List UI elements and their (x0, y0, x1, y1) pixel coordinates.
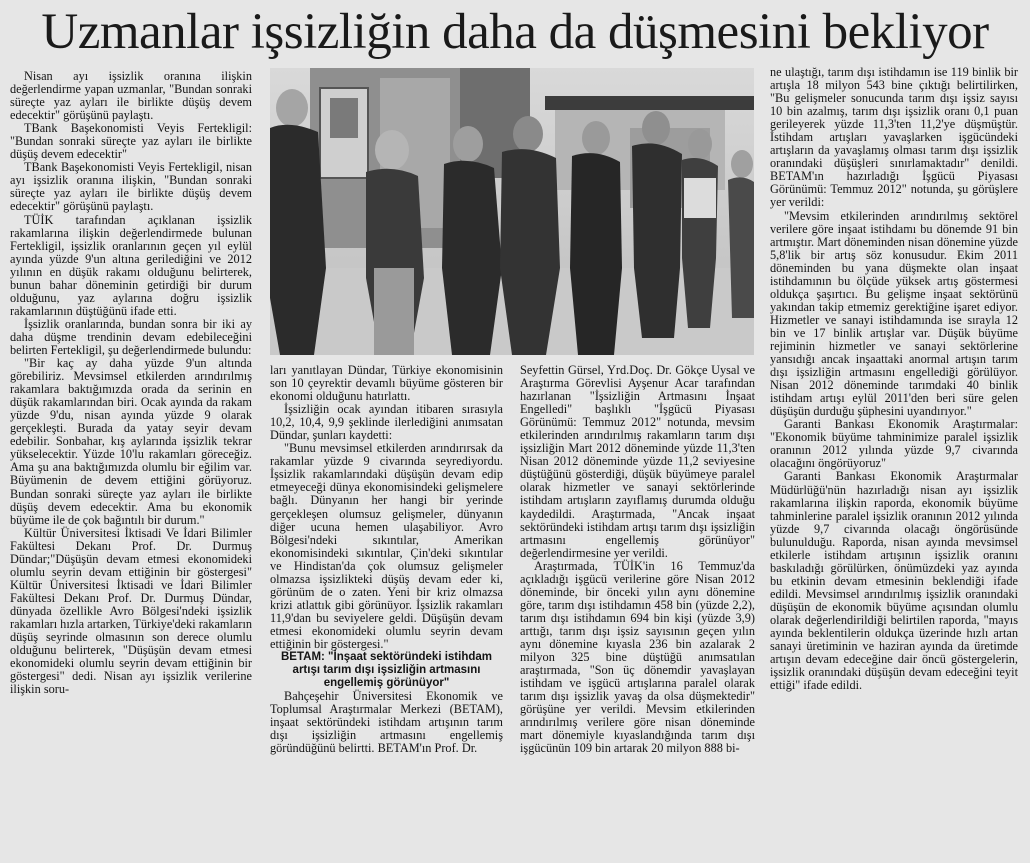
paragraph: İşsizliğin ocak ayından itibaren sırasıyla 10,2, 10,4, 9,9 şeklinde ilerlediğini anımsatan Dündar, şunları kaydetti: (270, 402, 503, 443)
paragraph: Kültür Üniversitesi İktisadi Ve İdari Bilimler Fakültesi Dekanı Prof. Dr. Durmuş Dündar;"Düşüşün devam etmesi ekonomideki olumlu seyrin devam ettiğinin bir göstergesi" Kültür Üniversitesi İktisadi ve İdari Bilimler Fakültesi Dekanı Prof. Dr. Durmuş Dündar, dünyada özellikle Avro Bölgesi'ndeki işsizlik rakamları hızla artarken, Türkiye'deki rakamların düşüş seyrinde olmasının son derece olumlu olduğunu belirterek, "Düşüşün devam etmesi ekonomideki olumlu seyrin devam ettiğinin bir göstergesi" dedi. Nisan ayı işsizlik verilerine ilişkin soru- (10, 525, 252, 697)
paragraph: TBank Başekonomisti Veyis Fertekligil, nisan ayı işsizlik oranına ilişkin, "Bundan sonraki süreçte yaz ayları ile birlikte düşüş devem edecektir" görüşünü paylaştı. (10, 160, 252, 214)
paragraph: Nisan ayı işsizlik oranına ilişkin değerlendirme yapan uzmanlar, "Bundan sonraki süreçte yaz ayları ile birlikte düşüş devem edecektir" görüşünü paylaştı. (10, 70, 252, 123)
paragraph: Seyfettin Gürsel, Yrd.Doç. Dr. Gökçe Uysal ve Araştırma Görevlisi Ayşenur Acar tarafından hazırlanan "İşsizliğin Artmasını İnşaat Engelledi" başlıklı "İşgücü Piyasası Görünümü: Temmuz 2012" notunda, mevsim etkilerinden arındırılmış rakamların tarım dışı işsizliğin Mart 2012 döneminde yüzde 11,3'ten Nisan 2012 döneminde yüzde 11,2 seviyesine düştüğünü gösterdiği, düşük büyümeye paralel olarak hizmetler ve sanayi sektörlerinde istihdam artışların zayıflamış durumda olduğu kaydedildi. Araştırmada, "Ancak inşaat sektöründeki istihdam artışı tarım dışı işsizliğin artmasını engellemiş görünüyor" değerlendirmesine yer verildi. (520, 364, 755, 560)
paragraph: Araştırmada, TÜİK'in 16 Temmuz'da açıkladığı işgücü verilerine göre Nisan 2012 döneminde, bir önceki yılın aynı dönemine göre, tarım dışı istihdamın 458 bin (yüzde 2,2), tarım dışı istihdamın 694 bin kişi (yüzde 3,9) arttığı, tarım dışı işsiz sayısının geçen yılın aynı dönemine kıyasla 236 bin azalarak 2 milyon 325 bine düştüğü anımsatılan araştırmada, "Son üç dönemdir yavaşlayan istihdam ve işgücü artışlarına paralel olarak tarım dışı işsizlik yavaş da olsa düşmektedir" görüşüne yer verildi. Mevsim etkilerinden arındırılmış verilere göre nisan döneminde mart dönemiyle kıyaslandığında tarım dışı işgücünün 109 bin artarak 20 milyon 888 bi- (520, 558, 755, 756)
paragraph: TBank Başekonomisti Veyis Fertekligil: "Bundan sonraki süreçte yaz ayları ile birlikte düşüş devem edecektir" (10, 121, 252, 162)
article-column-2 (270, 364, 503, 850)
paragraph: İşsizlik oranlarında, bundan sonra bir iki ay daha düşme trendinin devam edebileceğini belirten Fertekligil, şu değerlendirmede bulundu: (10, 316, 252, 357)
subheading: BETAM: "İnşaat sektöründeki istihdam artışı tarım dışı işsizliğin artmasını engellemiş görünüyor" (281, 651, 492, 690)
article-column-3 (520, 364, 755, 850)
headline: Uzmanlar işsizliğin daha da düşmesini bekliyor (41, 4, 989, 60)
paragraph: "Mevsim etkilerinden arındırılmış sektörel verilere göre inşaat istihdamı bu dönemde 91 bin artmıştır. Mart döneminden nisan dönemine yüzde 5,8'lik bir artış söz konusudur. Ekim 2011 döneminden bu yana düşmekte olan inşaat istihdamının bu ölçüde yüksek artış göstermesi oldukça şaşırtıcı. Bu gelişme inşaat sektörünü yakından takip etmemiz gerektiğine işaret ediyor. Hizmetler ve sanayi istihdamında ise sırayla 12 bin ve 17 binlik artışlar var. Düşük büyüme rejiminin hizmetler ve sanayi sektörlerine yansıdığı ancak inşaattaki anormal artışın tarım dışı işsizliğin artmasını engellediği görülüyor. Nisan 2012 döneminde tarımdaki 40 binlik istihdam artışı eylül 2011'den beri süre gelen düşüşün durduğu şüphesini uyandırıyor." (770, 208, 1018, 419)
paragraph: Garanti Bankası Ekonomik Araştırmalar Müdürlüğü'nün hazırladığı nisan ayı işsizlik rakamlarına ilişkin raporda, ekonomik büyüme tahminlerine paralel işsizlik oranının 2012 yılında yüzde 9,7 civarında olacağı öngörüsünde bulunulduğu. Raporda, nisan ayında mevsimsel etkilerle istihdam artışının işsizlik oranını baskıladığı görülürken, önümüzdeki yaz ayında bu etkinin devam etmesinin beklendiği ifade edildi. Mevsimsel arındırılmış işsizlik oranındaki düşüşün de ekonomik büyüme açısından olumlu olarak değerlendirildiği belirtilen raporda, "mayıs ayında beklentilerin oldukça üzerinde hızlı artan sanayi üretiminin ve haziran ayında da üretimde artışın devam edeceğine dair öncü göstergelerin, işsizlik oranındaki düşüşün devam edeceğini teyit ettiği" ifade edildi. (770, 469, 1018, 693)
paragraph: ne ulaştığı, tarım dışı istihdamın ise 119 binlik bir artışla 18 milyon 543 bine çıktığı belirtilirken, "Bu gelişmeler sonucunda tarım dışı işsiz sayısı 10 bin azalmış, tarım dışı işsizlik oranı 0,1 puan gerileyerek yüzde 11,3'ten 11,2'ye düşmüştür. İstihdam artışları yavaşlarken işgücündeki artışların da yavaşlamış olması tarım dışı işsizlik oranındaki düşüşleri sınırlamaktadır" denildi. BETAM'ın hazırladığı İşgücü Piyasası Görünümü: Temmuz 2012" notunda, şu görüşlere yer verildi: (770, 66, 1018, 210)
article-column-1 (10, 70, 252, 850)
paragraph: "Bunu mevsimsel etkilerden arındırırsak da rakamlar yüzde 9 civarında seyrediyordu. İşsizlik rakamlarındaki düşüşün devam edip etmeyeceği dünya ekonomisindeki gelişmelere bağlı. Dünyanın her hangi bir yerinde gerçekleşen olumsuz gelişmeler, dünyanın diğer ucuna hemen ulaşabiliyor. Avro Bölgesi'ndeki sıkıntılar, Amerikan ekonomisindeki sıkıntılar, Çin'deki sıkıntılar ve Hindistan'da çok olumsuz gelişmeler olmazsa işsizlikteki düşüş devam eder ki, görünüm de o zaten. Yeni bir kriz olmazsa krizi atlattık gibi görünüyor. İşsizlik rakamları 11,9'dan bu seviyelere geldi. Düşüşün devam etmesi ekonomideki olumlu seyrin devam ettiğinin bir göstergesi." (270, 441, 503, 651)
news-photo (270, 68, 754, 355)
paragraph: Bahçeşehir Üniversitesi Ekonomik ve Toplumsal Araştırmalar Merkezi (BETAM), inşaat sektöründeki istihdam artışının tarım dışı işsizliğin artmasını engellemiş göründüğünü belirtti. BETAM'ın Prof. Dr. (270, 689, 503, 756)
paragraph: Garanti Bankası Ekonomik Araştırmalar: "Ekonomik büyüme tahminimize paralel işsizlik oranının 2012 yılında yüzde 9,7 civarında olacağını öngörüyoruz" (770, 417, 1018, 471)
article-column-4 (770, 66, 1018, 850)
paragraph: TÜİK tarafından açıklanan işsizlik rakamlarına ilişkin değerlendirmede bulunan Fertekligil, işsizlik oranlarının geçen yıl eylül ayında yüzde 9'un altına gerilediğini ve 2012 yılının en düşük rakamı olduğunu belirterek, bunun bahar döneminin getirdiği bir durum olduğunu, yaz aylarına doğru işsizlik rakamlarının düştüğünü ifade etti. (10, 212, 252, 318)
paragraph: "Bir kaç ay daha yüzde 9'un altında görebiliriz. Mevsimsel etkilerden arındırılmış rakamlara baktığımızda orada da serinin en düşük rakamlarından biri. Ocak ayında da rakam yüzde 9'du, nisan ayında yüzde 9 olarak gerçekleşti. Burada da yatay seyir devam edebilir. Sonbahar, kış aylarında işsizlik tekrar yükselecektir. Yüzde 10'lu rakamları göreceğiz. Ama şu ana baktığımızda olumlu bir eğilim var. Büyümenin de devem ettiğini görüyoruz. Bundan sonraki süreçte yaz ayları ile birlikte düşüş devem edecektir. Ama bu ekonomik büyüme ile de çok bağıntılı bir durum." (10, 356, 252, 527)
paragraph: ları yanıtlayan Dündar, Türkiye ekonomisinin son 10 çeyrektir devamlı büyüme gösteren bir ekonomi olduğunu hatırlattı. (270, 364, 503, 404)
